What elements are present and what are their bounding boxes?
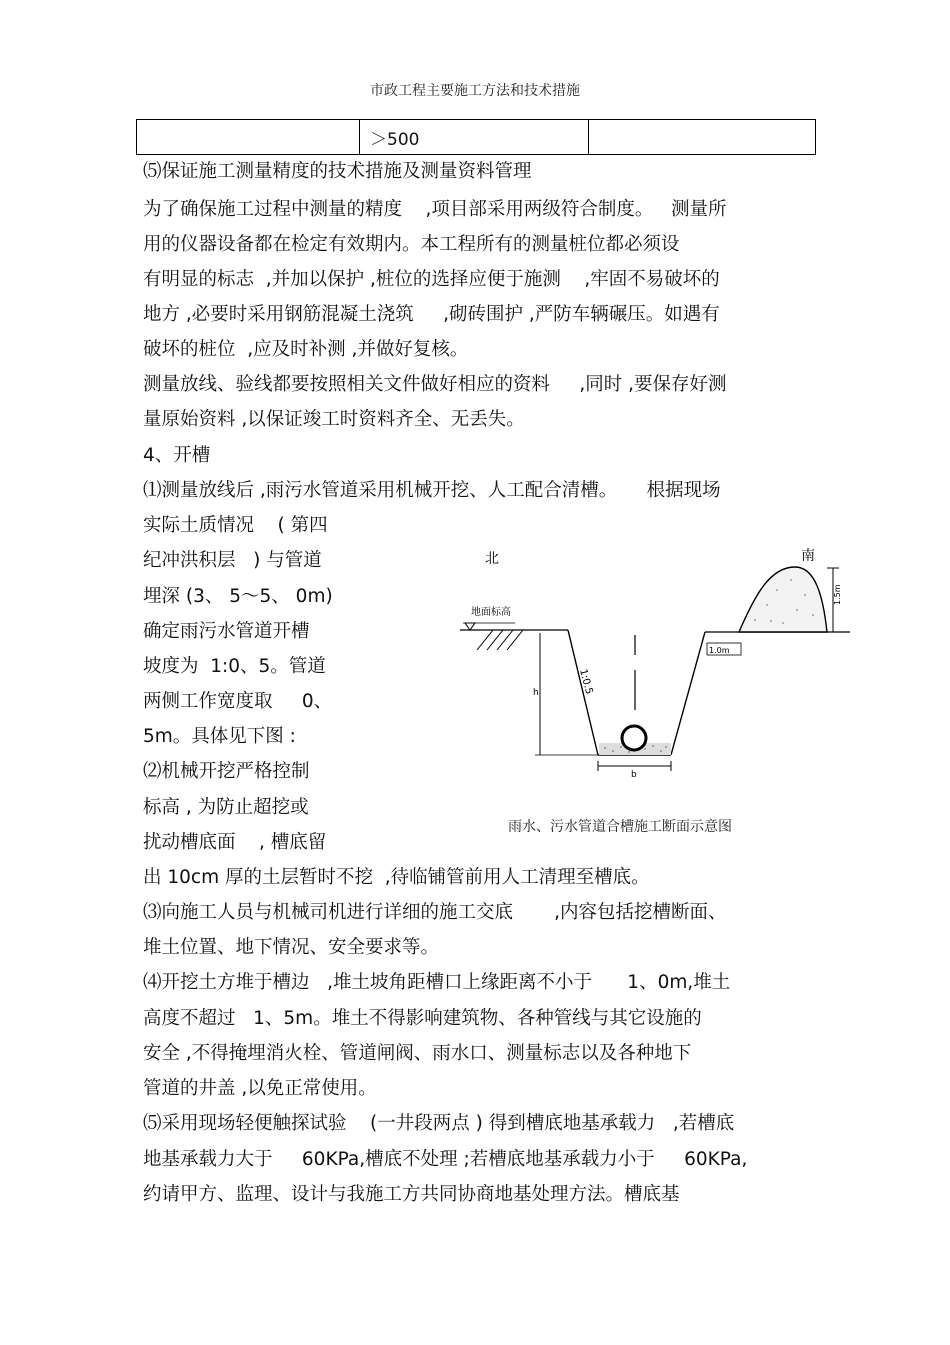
text-line: 埋深 (3、 5～5、 0m) [143, 586, 333, 607]
table-cell [589, 120, 816, 155]
section-heading: 4、开槽 [143, 445, 211, 466]
pipe [622, 726, 646, 750]
trench-right-wall [671, 632, 705, 755]
text-line: 约请甲方、监理、设计与我施工方共同协商地基处理方法。槽底基 [143, 1184, 680, 1205]
text-line: 出 10cm 厚的土层暂时不挖 ,待临铺管前用人工清理至槽底。 [143, 867, 650, 888]
text-line: 地方 ,必要时采用钢筋混凝土浇筑 ,砌砖围护 ,严防车辆碾压。如遇有 [143, 304, 720, 325]
figure-caption: 雨水、污水管道合槽施工断面示意图 [508, 819, 732, 835]
text-line: ⑷开挖土方堆于槽边 ,堆土坡角距槽口上缘距离不小于 1、0m,堆土 [143, 972, 731, 993]
text-line: 地基承载力大于 60KPa,槽底不处理 ;若槽底地基承载力小于 60KPa, [143, 1149, 748, 1170]
text-line: 安全 ,不得掩埋消火栓、管道闸阀、雨水口、测量标志以及各种地下 [143, 1043, 692, 1064]
text-line: 标高 , 为防止超挖或 [143, 797, 309, 818]
text-line: ⑶向施工人员与机械司机进行详细的施工交底 ,内容包括挖槽断面、 [143, 902, 727, 923]
text-line: 两侧工作宽度取 0、 [143, 691, 333, 712]
text-line: ⑸采用现场轻便触探试验 (一井段两点 ) 得到槽底地基承载力 ,若槽底 [143, 1113, 735, 1134]
text-line: 确定雨污水管道开槽 [143, 621, 310, 642]
spoil-height-label: 1.5m [833, 584, 842, 605]
text-line: 堆土位置、地下情况、安全要求等。 [143, 937, 440, 958]
text-line: 有明显的标志 ,并加以保护 ,桩位的选择应便于施测 ,牢固不易破坏的 [143, 269, 720, 290]
setback-label: 1.0m [709, 646, 730, 655]
text-line: 用的仪器设备都在检定有效期内。本工程所有的测量桩位都必须设 [143, 234, 680, 255]
table-cell [137, 120, 360, 155]
text-line: 5m。具体见下图 : [143, 726, 296, 747]
depth-label: h [533, 688, 539, 698]
data-table [136, 119, 816, 155]
text-line: 实际土质情况 ( 第四 [143, 515, 328, 536]
text-line: 破坏的桩位 ,应及时补测 ,并做好复核。 [143, 339, 469, 360]
ground-elevation-label: 地面标高 [471, 607, 511, 618]
trench-section-diagram [455, 535, 865, 805]
bottom-width-label: b [631, 770, 637, 780]
text-line: 量原始资料 ,以保证竣工时资料齐全、无丢失。 [143, 409, 525, 430]
table-row [137, 120, 816, 155]
text-line: ⑴测量放线后 ,雨污水管道采用机械开挖、人工配合清槽。 根据现场 [143, 480, 721, 501]
text-line: 为了确保施工过程中测量的精度 ,项目部采用两级符合制度。 测量所 [143, 199, 727, 220]
section-heading: ⑸保证施工测量精度的技术措施及测量资料管理 [143, 161, 532, 182]
table-cell: ＞500 [360, 120, 589, 155]
text-line: 纪冲洪积层 ) 与管道 [143, 550, 322, 571]
text-line: 坡度为 1:0、5。管道 [143, 656, 326, 677]
page-header: 市政工程主要施工方法和技术措施 [370, 83, 580, 99]
slope-label: 1:0.5 [577, 667, 595, 696]
text-line: 测量放线、验线都要按照相关文件做好相应的资料 ,同时 ,要保存好测 [143, 374, 727, 395]
south-label: 南 [801, 548, 815, 564]
elevation-marker-icon [465, 623, 475, 630]
text-line: 高度不超过 1、5m。堆土不得影响建筑物、各种管线与其它设施的 [143, 1008, 702, 1029]
text-line: 扰动槽底面 , 槽底留 [143, 832, 327, 853]
text-line: 管道的井盖 ,以免正常使用。 [143, 1078, 377, 1099]
north-label: 北 [485, 551, 499, 567]
text-line: ⑵机械开挖严格控制 [143, 761, 310, 782]
